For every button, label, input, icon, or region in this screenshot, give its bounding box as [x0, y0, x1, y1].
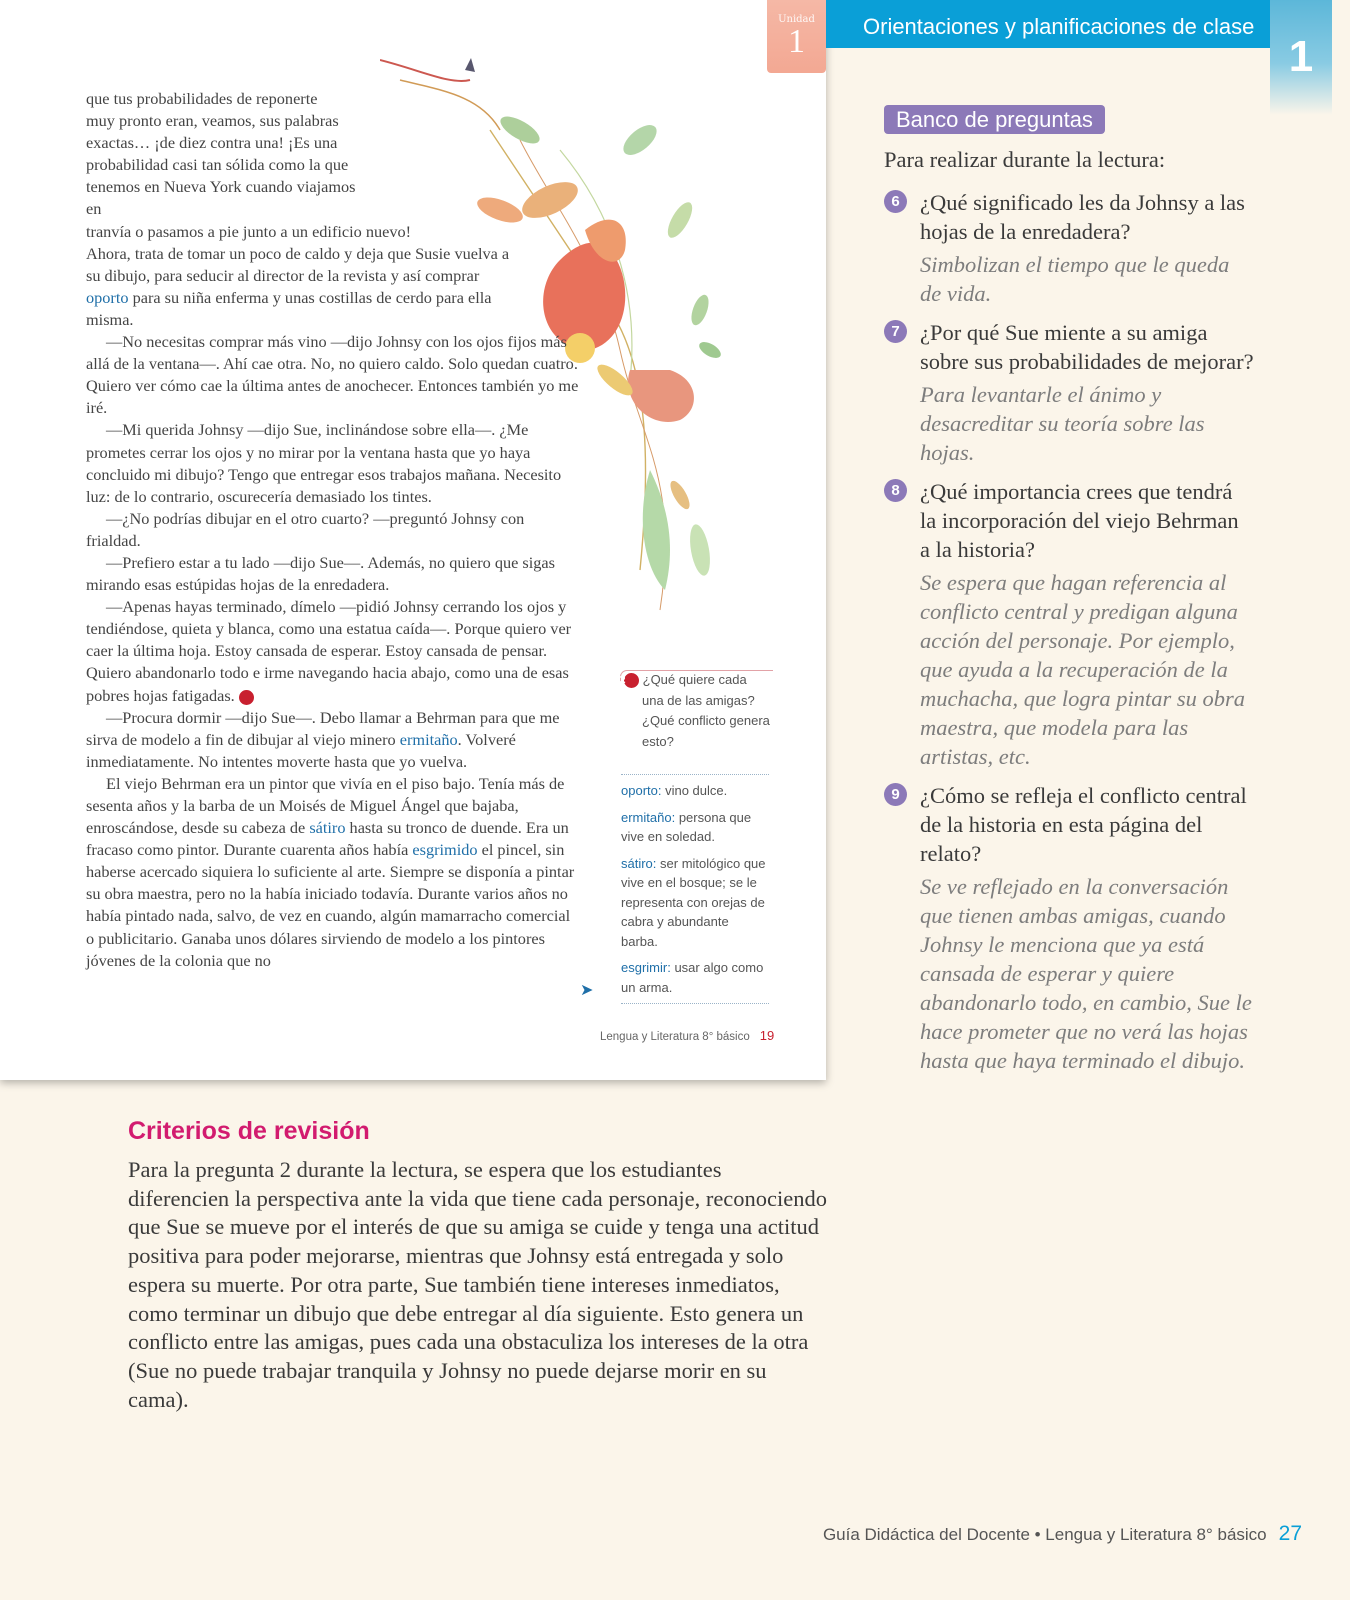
- glossary-term: sátiro:: [621, 855, 657, 871]
- book-footer-text: Lengua y Literatura 8° básico: [600, 1031, 750, 1043]
- story-line: el pincel, sin haberse acercado siquiera lo suficiente al arte. Siempre se disponía a pintar su obra maestra, pero no la había iniciado todavía. Durante varios años no había pintado nada, salvo, de vez en cuando, algún mamarracho comercial o publicitario. Ganaba unos dólares sirviendo de modelo a los pintores jóvenes de la colonia que no: [86, 840, 575, 970]
- unit-label: Unidad: [778, 14, 815, 25]
- margin-question: [620, 670, 770, 752]
- story-line: para su niña enferma y unas costillas de cerdo para ella misma.: [86, 287, 492, 329]
- glossary-term: esgrimir:: [621, 960, 671, 975]
- glossary-term-oporto[interactable]: oporto: [86, 287, 129, 307]
- question-text: ¿Qué importancia crees que tendrá la incorporación del viejo Behrman a la historia?: [920, 479, 1239, 562]
- question-marker: 2: [624, 673, 639, 688]
- story-line: muy pronto eran, veamos, sus palabras: [86, 111, 339, 131]
- question-marker: 2: [239, 690, 254, 705]
- glossary: [621, 774, 769, 1004]
- banco-title: Banco de preguntas: [884, 105, 1105, 134]
- story-line: exactas… ¡de diez contra una! ¡Es una: [86, 133, 338, 153]
- glossary-term-esgrimido[interactable]: esgrimido: [412, 840, 478, 860]
- question-item: [884, 477, 1254, 771]
- guide-footer: [823, 1522, 1302, 1546]
- question-text: ¿Por qué Sue miente a su amiga sobre sus probabilidades de mejorar?: [920, 320, 1254, 374]
- story-paragraph: [86, 773, 581, 972]
- story-line: . Volveré inmediatamente. No intentes moverte hasta que yo vuelva.: [86, 729, 516, 771]
- glossary-term-satiro[interactable]: sátiro: [309, 818, 346, 838]
- question-text: ¿Qué significado les da Johnsy a las hojas de la enredadera?: [920, 190, 1245, 244]
- story-line: tenemos en Nueva York cuando viajamos en: [86, 177, 356, 219]
- question-text: ¿Cómo se refleja el conflicto central de la historia en esta página del relato?: [920, 783, 1247, 866]
- banco-intro: Para realizar durante la lectura:: [884, 147, 1166, 172]
- question-list: [884, 188, 1254, 1085]
- glossary-entry: [621, 854, 769, 952]
- question-item: [884, 188, 1254, 308]
- story-paragraph: —Mi querida Johnsy —dijo Sue, inclinándose sobre ella—. ¿Me prometes cerrar los ojos y no mirar por la ventana hasta que yo haya concluido mi dibujo? Tengo que entregar esos trabajos mañana. Necesito luz: de lo contrario, oscurecería demasiado los tintes.: [86, 420, 562, 506]
- question-answer: Se espera que hagan referencia al conflicto central y predigan alguna acción del personaje. Por ejemplo, que ayuda a la recuperación de la muchacha, que logra pintar su obra maestra, que modela para las artistas, etc.: [920, 570, 1245, 769]
- guide-header-bar: [826, 0, 1270, 48]
- story-text: [86, 88, 581, 972]
- question-answer: Simbolizan el tiempo que le queda de vida.: [920, 252, 1230, 306]
- unit-tab: [767, 0, 826, 73]
- story-line: El viejo Behrman era un pintor que vivía en el piso bajo. Tenía más de sesenta años y la barba de un Moisés de Miguel Ángel que bajaba, enroscándose, desde su cabeza de: [86, 773, 565, 838]
- story-line: —Procura dormir —dijo Sue—. Debo llamar a Behrman para que me sirva de modelo a fin de dibujar al viejo minero: [86, 707, 560, 749]
- question-number: 9: [884, 783, 907, 806]
- story-line: —Apenas hayas terminado, dímelo —pidió Johnsy cerrando los ojos y tendiéndose, quieta y blanca, como una estatua caída—. Porque quiero ver caer la última hoja. Estoy cansada de esperar. Estoy cansada de pensar. Quiero abandonarlo todo e irme navegando hacia abajo, como una de esas pobres hojas fatigadas.: [86, 597, 572, 705]
- story-paragraph: [86, 88, 581, 331]
- criteria-title: Criterios de revisión: [128, 1117, 370, 1145]
- glossary-term: oporto:: [621, 783, 662, 798]
- question-item: [884, 781, 1254, 1075]
- guide-page-number: 27: [1278, 1522, 1302, 1545]
- question-answer: Se ve reflejado en la conversación que tienen ambas amigas, cuando Johnsy le menciona que ya está cansada de esperar y quiere abandonarlo todo, en cambio, Sue le hace prometer que no verá las hojas hasta que haya terminado el dibujo.: [920, 874, 1252, 1073]
- criteria-body: Para la pregunta 2 durante la lectura, se espera que los estudiantes diferencien la perspectiva ante la vida que tiene cada personaje, reconociendo que Sue se mueve por el interés de que su amiga se cuide y tenga una actitud positiva para poder mejorarse, mientras que Johnsy está entregada y solo espera su muerte. Por otra parte, Sue también tiene intereses inmediatos, como terminar un dibujo que debe entregar al día siguiente. Esto genera un conflicto entre las amigas, pues cada una obstaculiza los intereses de la otra (Sue no puede trabajar tranquila y Johnsy no puede dejarse morir en su cama).: [128, 1157, 828, 1412]
- glossary-definition: vino dulce.: [661, 783, 728, 798]
- question-answer: Para levantarle el ánimo y desacreditar su teoría sobre las hojas.: [920, 382, 1205, 465]
- guide-header-title: Orientaciones y planificaciones de clase: [863, 14, 1255, 39]
- question-number: 6: [884, 190, 907, 213]
- book-page-number: 19: [759, 1028, 775, 1043]
- glossary-entry: [621, 958, 769, 997]
- glossary-definition: ser mitológico que vive en el bosque; se le representa con orejas de cabra y abundante barba.: [621, 855, 766, 949]
- glossary-definition: usar algo como un arma.: [621, 960, 764, 995]
- guide-footer-text: Guía Didáctica del Docente • Lengua y Literatura 8° básico: [822, 1525, 1267, 1544]
- glossary-entry: [621, 781, 769, 801]
- chapter-number: 1: [1288, 32, 1314, 81]
- question-number: 7: [884, 320, 907, 343]
- chapter-tab: [1270, 0, 1332, 115]
- glossary-term-ermitano[interactable]: ermitaño: [399, 729, 458, 749]
- glossary-entry: [621, 808, 769, 847]
- story-line: Ahora, trata de tomar un poco de caldo y deja que Susie vuelva a su dibujo, para seducir al director de la revista y así comprar: [86, 243, 510, 285]
- student-book-page: [0, 0, 826, 1080]
- unit-number: 1: [788, 23, 805, 60]
- story-paragraph: —Prefiero estar a tu lado —dijo Sue—. Además, no quiero que sigas mirando esas estúpidas hojas de la enredadera.: [86, 552, 555, 595]
- story-paragraph: [86, 707, 581, 773]
- story-line: tranvía o pasamos a pie junto a un edificio nuevo!: [86, 221, 412, 241]
- story-paragraph: —¿No podrías dibujar en el otro cuarto? —preguntó Johnsy con frialdad.: [86, 508, 525, 550]
- book-footer: [600, 1028, 774, 1043]
- glossary-definition: persona que vive en soledad.: [621, 809, 752, 844]
- story-paragraph: —No necesitas comprar más vino —dijo Johnsy con los ojos fijos más allá de la ventana—. Ahí cae otra. No, no quiero caldo. Solo quedan cuatro. Quiero ver cómo cae la última antes de anochecer. Entonces también yo me iré.: [86, 332, 579, 418]
- story-line: probabilidad casi tan sólida como la que: [86, 155, 349, 175]
- question-number: 8: [884, 479, 907, 502]
- margin-question-text: ¿Qué quiere cada una de las amigas? ¿Qué conflicto genera esto?: [642, 672, 770, 749]
- story-paragraph: [86, 596, 581, 706]
- arrow-right-icon[interactable]: ➤: [580, 980, 594, 999]
- glossary-term: ermitaño:: [621, 809, 676, 825]
- story-line: que tus probabilidades de reponerte: [86, 89, 318, 108]
- question-item: [884, 318, 1254, 467]
- story-line: hasta su tronco de duende. Era un fracaso como pintor. Durante cuarenta años había: [86, 818, 569, 860]
